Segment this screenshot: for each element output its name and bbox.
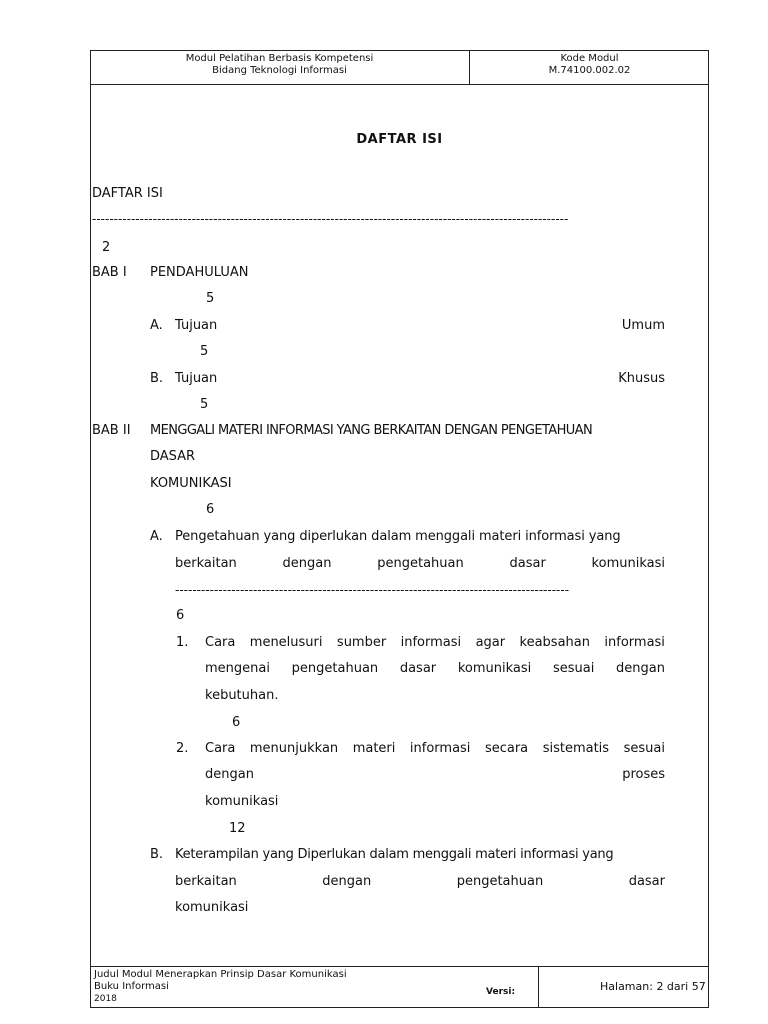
toc-page-number: 5 bbox=[206, 291, 215, 306]
toc-daftar-isi-label[interactable]: DAFTAR ISI bbox=[92, 186, 163, 201]
toc-word: sistematis bbox=[542, 741, 610, 756]
toc-chapter-number: BAB II bbox=[92, 423, 131, 438]
toc-word: informasi bbox=[604, 635, 665, 650]
header-module-code-box bbox=[470, 50, 709, 84]
toc-word: sesuai bbox=[552, 661, 595, 676]
page-title: DAFTAR ISI bbox=[356, 132, 443, 147]
toc-subitem-title-continued[interactable] bbox=[205, 767, 665, 783]
toc-chapter-title-continued[interactable]: KOMUNIKASI bbox=[150, 476, 232, 491]
toc-word: pengetahuan bbox=[377, 556, 464, 571]
toc-dot-leader: ------------------------------------------------------------------------------------------- bbox=[175, 583, 570, 597]
toc-word: dengan bbox=[616, 661, 665, 676]
header-module-info bbox=[90, 50, 470, 84]
toc-subitem-label: 2. bbox=[176, 741, 189, 756]
toc-section-title[interactable]: Pengetahuan yang diperlukan dalam menggali materi informasi yang bbox=[175, 529, 621, 544]
toc-section-title[interactable] bbox=[175, 371, 665, 387]
toc-word: informasi bbox=[400, 635, 462, 650]
toc-section-title-continued[interactable]: komunikasi bbox=[175, 900, 249, 915]
toc-subitem-title[interactable] bbox=[205, 741, 665, 757]
toc-item-label: B. bbox=[150, 847, 164, 862]
toc-page-number: 5 bbox=[200, 344, 209, 359]
footer-page-number: Halaman: 2 dari 57 bbox=[600, 980, 706, 993]
toc-word: Tujuan bbox=[175, 371, 218, 386]
toc-word: dasar bbox=[509, 556, 546, 571]
toc-page-number: 12 bbox=[229, 821, 246, 836]
toc-word: sumber bbox=[336, 635, 387, 650]
toc-word: komunikasi bbox=[457, 661, 532, 676]
footer-year: 2018 bbox=[94, 994, 117, 1004]
toc-word: dasar bbox=[628, 874, 665, 889]
toc-word: materi bbox=[352, 741, 396, 756]
footer-version-label: Versi: bbox=[486, 987, 516, 997]
toc-word: Cara bbox=[205, 635, 236, 650]
toc-word: mengenai bbox=[205, 661, 270, 676]
toc-subitem-title-continued[interactable]: komunikasi bbox=[205, 794, 279, 809]
toc-word: menelusuri bbox=[249, 635, 323, 650]
header-module-title: Modul Pelatihan Berbasis Kompetensi bbox=[185, 53, 374, 64]
header-code-value: M.74100.002.02 bbox=[548, 65, 631, 76]
toc-subitem-title-continued[interactable]: kebutuhan. bbox=[205, 688, 279, 703]
header-code-label: Kode Modul bbox=[560, 53, 619, 64]
toc-chapter-title[interactable]: PENDAHULUAN bbox=[150, 265, 249, 280]
footer-module-title: Judul Modul Menerapkan Prinsip Dasar Komunikasi bbox=[94, 969, 347, 980]
toc-page-number: 2 bbox=[102, 240, 111, 255]
toc-word: pengetahuan bbox=[291, 661, 379, 676]
toc-word: keabsahan bbox=[519, 635, 590, 650]
toc-page-number: 6 bbox=[232, 715, 241, 730]
toc-word: menunjukkan bbox=[249, 741, 339, 756]
toc-word: agar bbox=[475, 635, 506, 650]
toc-word: Tujuan bbox=[175, 318, 218, 333]
toc-subitem-title-continued[interactable] bbox=[205, 661, 665, 677]
toc-word: pengetahuan bbox=[456, 874, 544, 889]
footer-divider bbox=[538, 967, 539, 1008]
toc-word: dengan bbox=[282, 556, 332, 571]
toc-dot-leader: -------------------------------------------------------------------------------------------------------------- bbox=[92, 212, 569, 226]
toc-page-number: 6 bbox=[176, 608, 185, 623]
toc-word: Umum bbox=[621, 318, 665, 333]
toc-word: secara bbox=[484, 741, 529, 756]
toc-word: berkaitan bbox=[175, 874, 237, 889]
toc-word: dengan bbox=[322, 874, 372, 889]
toc-section-title-continued[interactable] bbox=[175, 874, 665, 890]
toc-word: Khusus bbox=[618, 371, 665, 386]
header-module-field: Bidang Teknologi Informasi bbox=[212, 65, 347, 76]
toc-word: berkaitan bbox=[175, 556, 237, 571]
toc-item-label: B. bbox=[150, 371, 164, 386]
toc-section-title[interactable]: Keterampilan yang Diperlukan dalam menggali materi informasi yang bbox=[175, 847, 614, 862]
toc-word: dasar bbox=[399, 661, 437, 676]
footer-module-info bbox=[94, 969, 347, 1005]
toc-chapter-title[interactable]: MENGGALI MATERI INFORMASI YANG BERKAITAN DENGAN PENGETAHUAN bbox=[150, 423, 593, 438]
toc-chapter-number: BAB I bbox=[92, 265, 127, 280]
toc-word: Cara bbox=[205, 741, 236, 756]
toc-word: sesuai bbox=[623, 741, 665, 756]
toc-page-number: 6 bbox=[206, 502, 215, 517]
toc-section-title[interactable] bbox=[175, 318, 665, 334]
toc-item-label: A. bbox=[150, 318, 163, 333]
toc-word: proses bbox=[622, 767, 665, 782]
toc-subitem-title[interactable] bbox=[205, 635, 665, 651]
toc-page-number: 5 bbox=[200, 397, 209, 412]
toc-word: informasi bbox=[409, 741, 471, 756]
toc-section-title-continued[interactable] bbox=[175, 556, 665, 572]
toc-word: dengan bbox=[205, 767, 254, 782]
footer-book-type: Buku Informasi bbox=[94, 981, 169, 992]
toc-chapter-title-continued[interactable]: DASAR bbox=[150, 449, 196, 464]
page-header bbox=[90, 50, 709, 85]
toc-word: komunikasi bbox=[591, 556, 665, 571]
toc-subitem-label: 1. bbox=[176, 635, 189, 650]
page-footer bbox=[90, 966, 709, 1008]
toc-item-label: A. bbox=[150, 529, 163, 544]
